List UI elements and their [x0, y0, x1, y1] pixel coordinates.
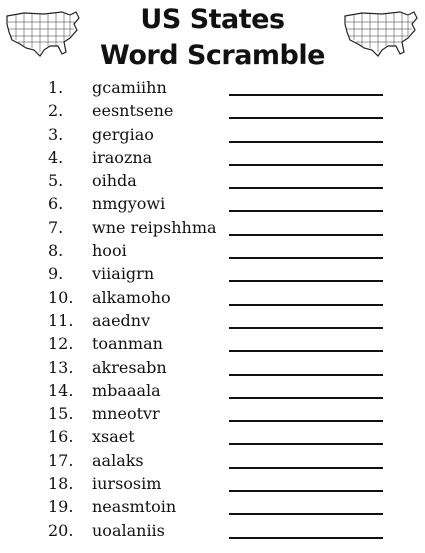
- scrambled-word: neasmtoin: [92, 497, 177, 517]
- scrambled-word: hooi: [92, 241, 127, 261]
- item-number: 4.: [48, 147, 64, 167]
- scrambled-word: iursosim: [92, 474, 162, 494]
- list-item: [0, 311, 425, 334]
- list-item: [0, 125, 425, 148]
- scrambled-word: wne reipshhma: [92, 217, 217, 237]
- scrambled-word: oihda: [92, 171, 137, 191]
- scrambled-word: alkamoho: [92, 287, 171, 307]
- answer-line: [229, 257, 383, 259]
- answer-line: [229, 537, 383, 539]
- answer-line: [229, 327, 383, 329]
- answer-line: [229, 420, 383, 422]
- item-number: 6.: [48, 194, 64, 214]
- scrambled-word: aalaks: [92, 450, 144, 470]
- answer-line: [229, 467, 383, 469]
- list-item: [0, 474, 425, 497]
- scrambled-word: eesntsene: [92, 101, 174, 121]
- item-number: 20.: [48, 520, 74, 540]
- item-number: 15.: [48, 404, 74, 424]
- scrambled-word: uoalaniis: [92, 520, 165, 540]
- list-item: [0, 381, 425, 404]
- page-title-line-1: US States: [140, 4, 285, 35]
- list-item: [0, 171, 425, 194]
- list-item: [0, 288, 425, 311]
- list-item: [0, 334, 425, 357]
- item-number: 18.: [48, 474, 74, 494]
- answer-line: [229, 141, 383, 143]
- item-number: 10.: [48, 287, 74, 307]
- answer-line: [229, 164, 383, 166]
- scrambled-word: nmgyowi: [92, 194, 166, 214]
- answer-line: [229, 350, 383, 352]
- scrambled-word: mbaaala: [92, 380, 161, 400]
- answer-line: [229, 280, 383, 282]
- answer-line: [229, 490, 383, 492]
- answer-line: [229, 443, 383, 445]
- answer-line: [229, 210, 383, 212]
- item-number: 2.: [48, 101, 64, 121]
- answer-line: [229, 513, 383, 515]
- answer-line: [229, 304, 383, 306]
- page-title-line-2: Word Scramble: [100, 40, 325, 71]
- list-item: [0, 427, 425, 450]
- item-number: 13.: [48, 357, 74, 377]
- answer-line: [229, 94, 383, 96]
- worksheet-header: [0, 0, 425, 78]
- list-item: [0, 148, 425, 171]
- item-number: 3.: [48, 124, 64, 144]
- list-item: [0, 497, 425, 520]
- item-number: 8.: [48, 241, 64, 261]
- list-item: [0, 521, 425, 544]
- list-item: [0, 101, 425, 124]
- item-number: 17.: [48, 450, 74, 470]
- scrambled-word: toanman: [92, 334, 163, 354]
- answer-line: [229, 374, 383, 376]
- list-item: [0, 451, 425, 474]
- item-number: 19.: [48, 497, 74, 517]
- answer-line: [229, 234, 383, 236]
- scrambled-word: aaednv: [92, 310, 151, 330]
- item-number: 14.: [48, 380, 74, 400]
- scramble-list: [0, 78, 425, 544]
- item-number: 16.: [48, 427, 74, 447]
- list-item: [0, 264, 425, 287]
- answer-line: [229, 117, 383, 119]
- answer-line: [229, 397, 383, 399]
- list-item: [0, 358, 425, 381]
- scrambled-word: xsaet: [92, 427, 135, 447]
- list-item: [0, 404, 425, 427]
- item-number: 5.: [48, 171, 64, 191]
- us-map-outline-icon: [342, 6, 420, 60]
- item-number: 1.: [48, 78, 64, 97]
- scrambled-word: gcamiihn: [92, 78, 167, 97]
- answer-line: [229, 187, 383, 189]
- item-number: 12.: [48, 334, 74, 354]
- item-number: 11.: [48, 310, 74, 330]
- list-item: [0, 241, 425, 264]
- list-item: [0, 78, 425, 101]
- list-item: [0, 194, 425, 217]
- item-number: 9.: [48, 264, 64, 284]
- scrambled-word: iraozna: [92, 147, 153, 167]
- scrambled-word: gergiao: [92, 124, 154, 144]
- item-number: 7.: [48, 217, 64, 237]
- scrambled-word: viiaigrn: [92, 264, 155, 284]
- scrambled-word: mneotvr: [92, 404, 160, 424]
- scrambled-word: akresabn: [92, 357, 167, 377]
- list-item: [0, 218, 425, 241]
